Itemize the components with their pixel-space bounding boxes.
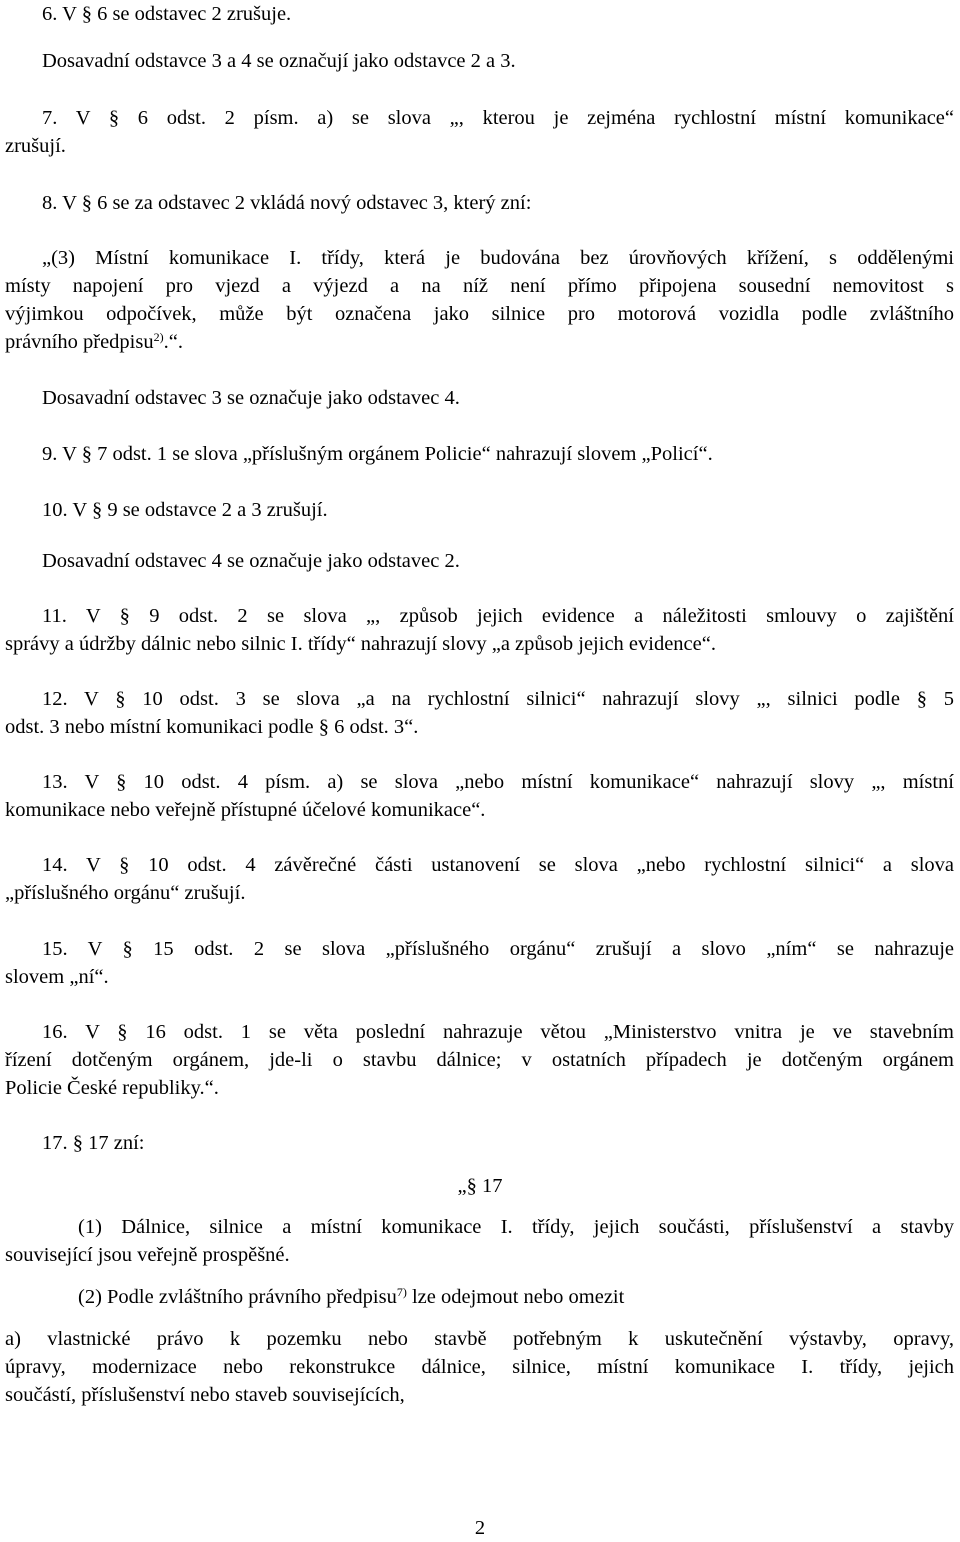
- amendment-14-cont: „příslušného orgánu“ zrušují.: [5, 882, 246, 904]
- amendment-17: 17. § 17 zní:: [42, 1132, 145, 1154]
- section-17-item-a-cont: úpravy, modernizace nebo rekonstrukce dálnice, silnice, místní komunikace I. třídy, jejich: [5, 1356, 954, 1378]
- amendment-16: 16. V § 16 odst. 1 se věta poslední nahrazuje větou „Ministerstvo vnitra je ve stavebním: [42, 1021, 954, 1043]
- new-paragraph-3-line2: místy napojení pro vjezd a výjezd a na níž není přímo připojena sousední nemovitost s: [5, 275, 954, 297]
- new-paragraph-3-line4: právního předpisu$^{2)}$.“.: [5, 330, 183, 353]
- footnote-ref: 7): [396, 1285, 407, 1299]
- section-17-item-a: a) vlastnické právo k pozemku nebo stavbě potřebným k uskutečnění výstavby, opravy,: [5, 1328, 954, 1350]
- new-paragraph-3-line3: výjimkou odpočívek, může být označena jako silnice pro motorová vozidla podle zvláštního: [5, 303, 954, 325]
- amendment-14: 14. V § 10 odst. 4 závěrečné části ustanovení se slova „nebo rychlostní silnici“ a slova: [42, 854, 954, 876]
- section-17-par2: (2) Podle zvláštního právního předpisu$^{7)}$ lze odejmout nebo omezit: [78, 1285, 625, 1308]
- section-17-heading: „§ 17: [457, 1175, 503, 1197]
- section-17-item-a-end: součástí, příslušenství nebo staveb souvisejících,: [5, 1384, 405, 1406]
- amendment-15: 15. V § 15 odst. 2 se slova „příslušného orgánu“ zrušují a slovo „ním“ se nahrazuje: [42, 938, 954, 960]
- amendment-6: 6. V § 6 se odstavec 2 zrušuje.: [42, 3, 292, 25]
- footnote-ref: 2): [153, 330, 164, 344]
- amendment-7-cont: zrušují.: [5, 135, 66, 157]
- amendment-13-cont: komunikace nebo veřejně přístupné účelové komunikace“.: [5, 799, 486, 821]
- paragraph-renumbering-3: Dosavadní odstavec 4 se označuje jako odstavec 2.: [42, 550, 460, 572]
- amendment-16-end: Policie České republiky.“.: [5, 1077, 219, 1099]
- amendment-13: 13. V § 10 odst. 4 písm. a) se slova „nebo místní komunikace“ nahrazují slovy „, místní: [42, 771, 954, 793]
- amendment-11: 11. V § 9 odst. 2 se slova „, způsob jejich evidence a náležitosti smlouvy o zajištění: [42, 605, 954, 627]
- new-paragraph-3-line1: „(3) Místní komunikace I. třídy, která je budována bez úrovňových křížení, s oddělenými: [42, 247, 954, 269]
- amendment-7: 7. V § 6 odst. 2 písm. a) se slova „, kterou je zejména rychlostní místní komunikace“: [42, 107, 954, 129]
- amendment-10: 10. V § 9 se odstavce 2 a 3 zrušují.: [42, 499, 328, 521]
- amendment-16-cont: řízení dotčeným orgánem, jde-li o stavbu dálnice; v ostatních případech je dotčeným orgánem: [5, 1049, 954, 1071]
- amendment-9: 9. V § 7 odst. 1 se slova „příslušným orgánem Policie“ nahrazují slovem „Policí“.: [42, 443, 713, 465]
- amendment-12: 12. V § 10 odst. 3 se slova „a na rychlostní silnici“ nahrazují slovy „, silnici podle § 5: [42, 688, 954, 710]
- amendment-15-cont: slovem „ní“.: [5, 966, 109, 988]
- section-17-par1: (1) Dálnice, silnice a místní komunikace I. třídy, jejich součásti, příslušenství a stavby: [78, 1216, 954, 1238]
- section-17-par1-cont: související jsou veřejně prospěšné.: [5, 1244, 290, 1266]
- paragraph-renumbering: Dosavadní odstavce 3 a 4 se označují jako odstavce 2 a 3.: [42, 50, 516, 72]
- amendment-12-cont: odst. 3 nebo místní komunikaci podle § 6 odst. 3“.: [5, 716, 419, 738]
- amendment-8: 8. V § 6 se za odstavec 2 vkládá nový odstavec 3, který zní:: [42, 192, 532, 214]
- page-number: 2: [474, 1517, 486, 1539]
- paragraph-renumbering-2: Dosavadní odstavec 3 se označuje jako odstavec 4.: [42, 387, 460, 409]
- amendment-11-cont: správy a údržby dálnic nebo silnic I. třídy“ nahrazují slovy „a způsob jejich evidence“.: [5, 633, 716, 655]
